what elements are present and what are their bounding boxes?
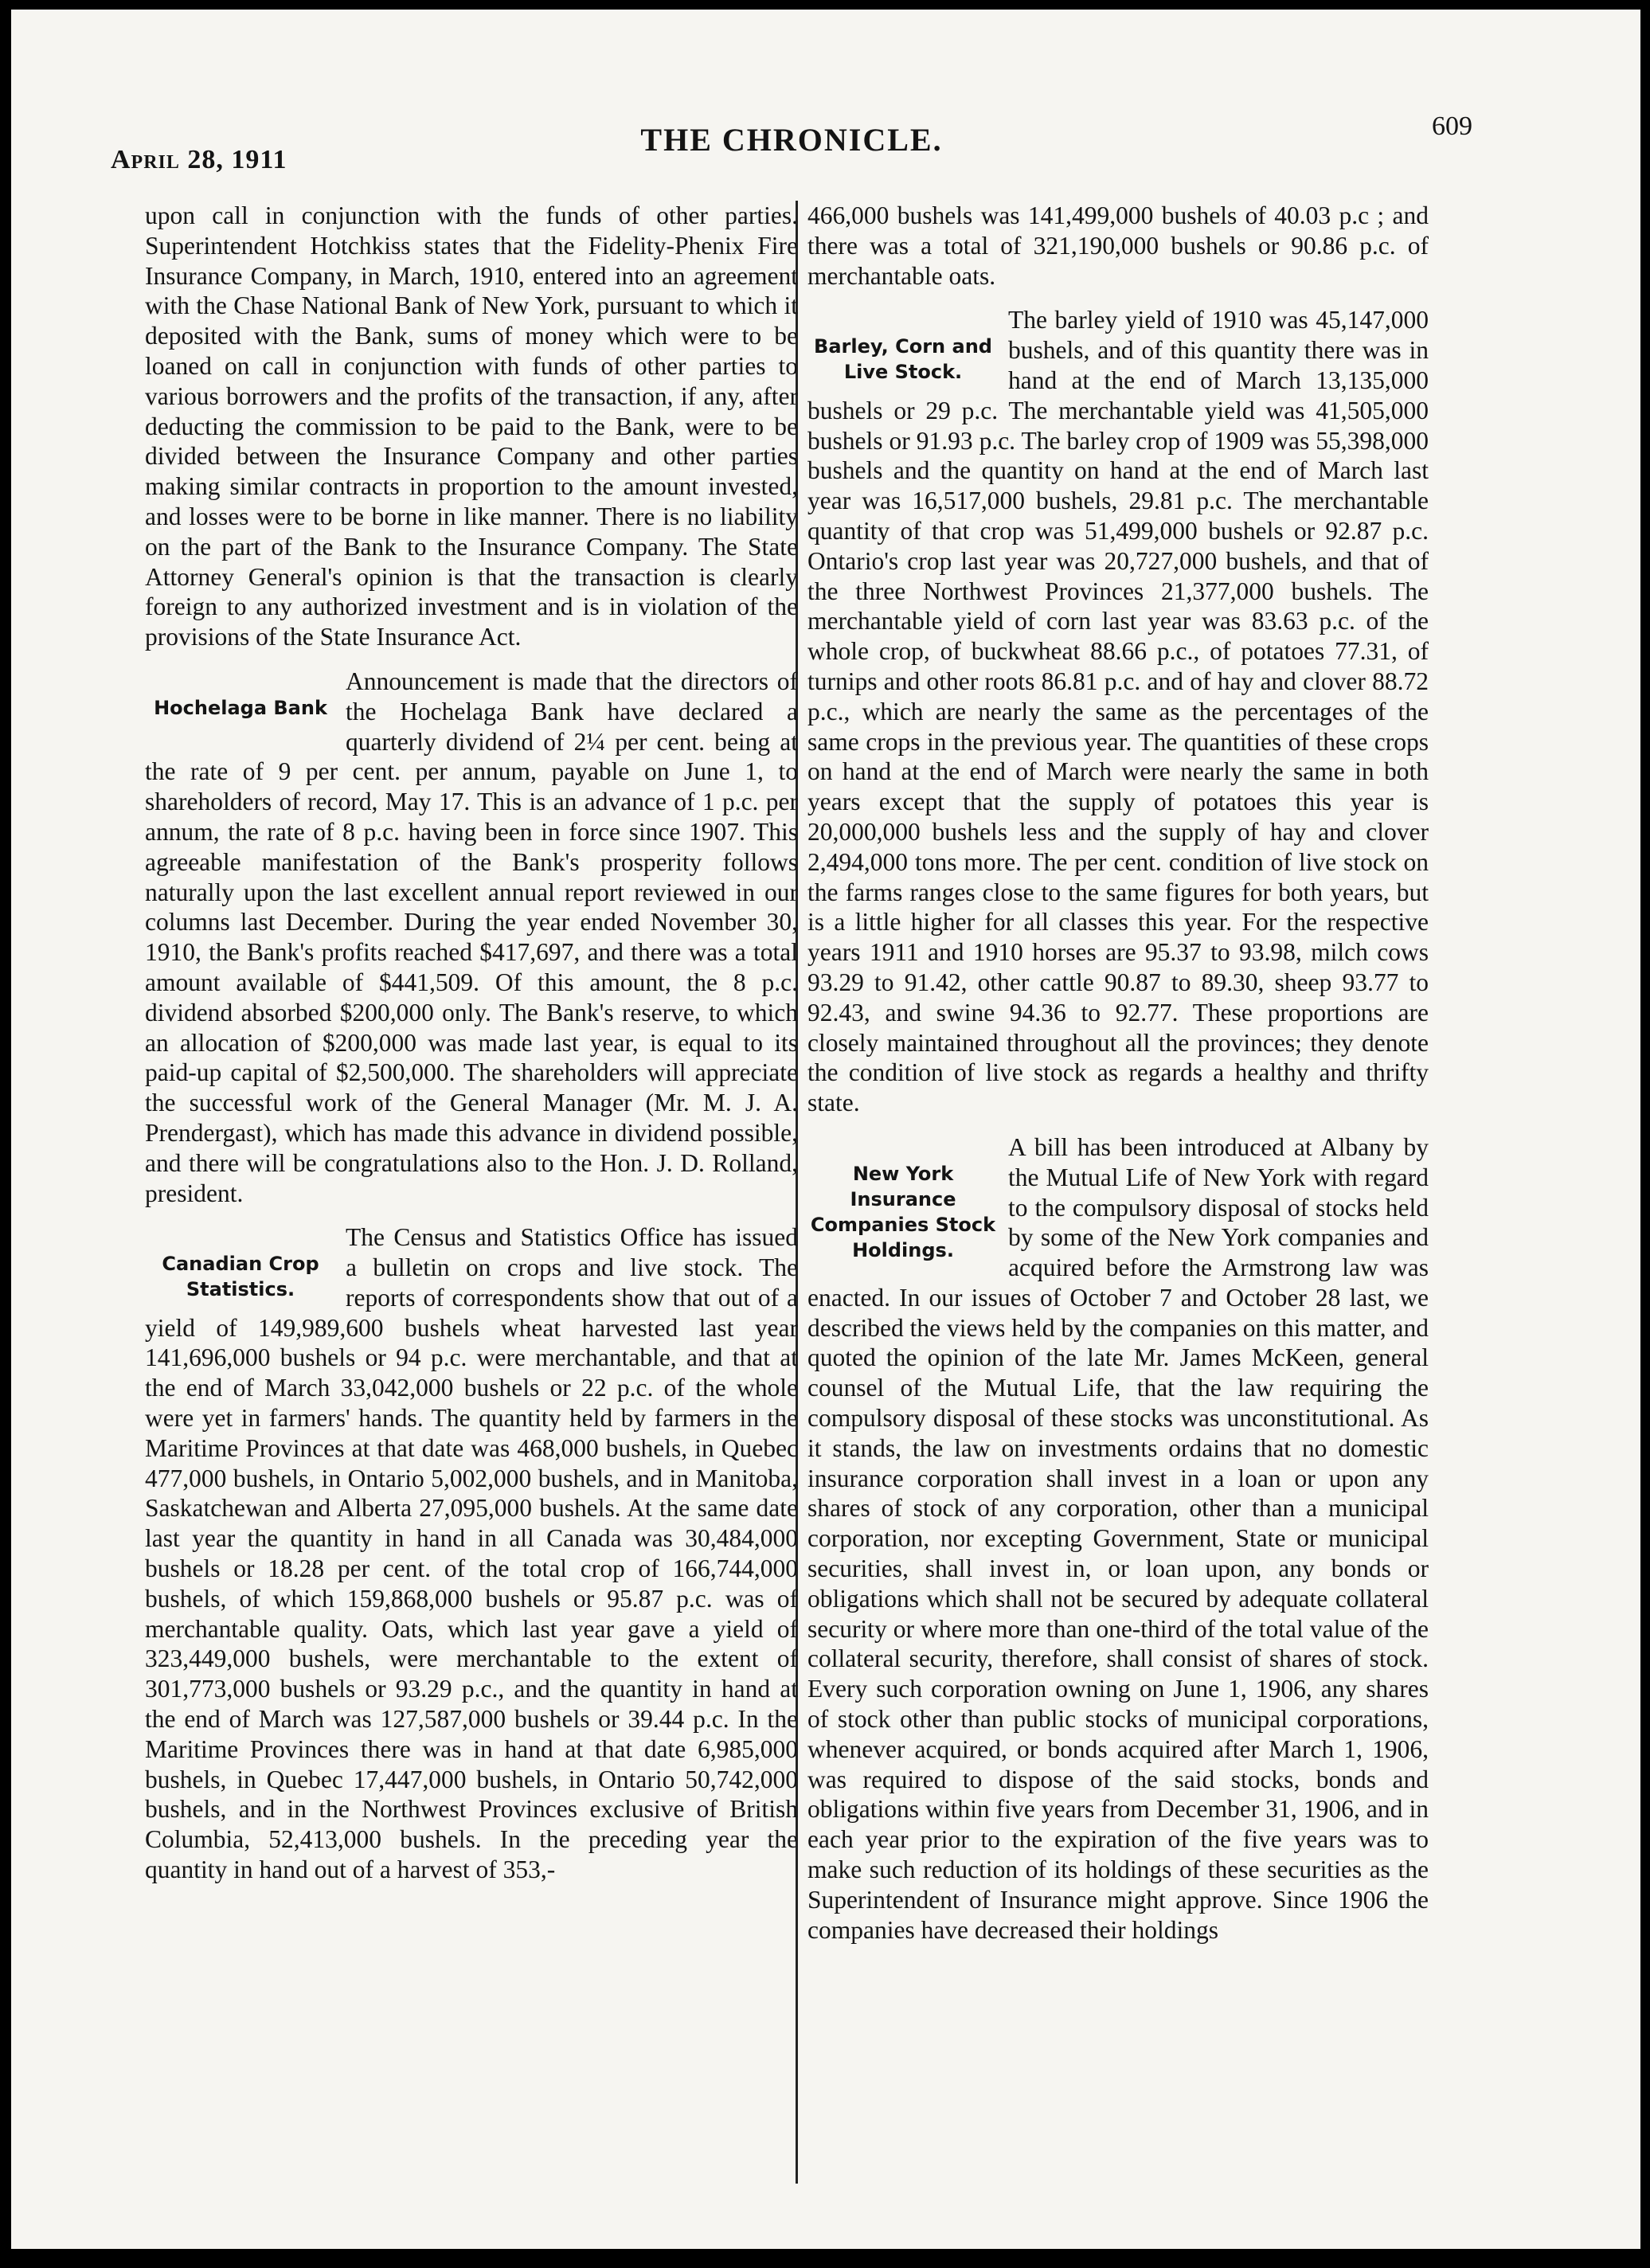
- page-number: 609: [1432, 111, 1472, 141]
- barley-corn-article: [807, 305, 1429, 1118]
- side-heading: Canadian Crop Statistics.: [162, 1253, 319, 1301]
- newspaper-page: [11, 10, 1640, 2249]
- canadian-crop-article: [145, 1222, 798, 1885]
- article-body: The Census and Statistics Office has issued a bulletin on crops and live stock. The reports of correspondents show that out of a yield of 149,989,600 bushels wheat harvested last year 141,696,000 bushels or 94 p.c. were merchantable, and that at the end of March 33,042,000 bushels or 22 p.c. of the whole were yet in farmers' hands. The quantity held by farmers in the Maritime Provinces at that date was 468,000 bushels, in Quebec 477,000 bushels, in Ontario 5,002,000 bushels, and in Manitoba, Saskatchewan and Alberta 27,095,000 bushels. At the same date last year the quantity in hand in all Canada was 30,484,000 bushels or 18.28 per cent. of the total crop of 166,744,000 bushels, of which 159,868,000 bushels or 95.87 p.c. was of merchantable quality. Oats, which last year gave a yield of 323,449,000 bushels, were merchantable to the extent of 301,773,000 bushels or 93.29 p.c., and the quantity in hand at the end of March was 127,587,000 bushels or 39.44 p.c. In the Maritime Provinces there was in hand at that date 6,985,000 bushels, in Quebec 17,447,000 bushels, in Ontario 50,742,000 bushels, and in the Northwest Provinces exclusive of British Columbia, 52,413,000 bushels. In the preceding year the quantity in hand out of a harvest of 353,-: [145, 1223, 798, 1884]
- issue-date: April 28, 1911: [111, 145, 287, 174]
- hochelaga-bank-article: [145, 667, 798, 1208]
- article-body: Announcement is made that the directors of the Hochelaga Bank have declared a quarterly dividend of 2¼ per cent. being at the rate of 9 per cent. per annum, payable on June 1, to shareholders of record, May 17. This is an advance of 1 p.c. per annum, the rate of 8 p.c. having been in force since 1907. This agreeable manifestation of the Bank's prosperity follows naturally upon the last excellent annual report reviewed in our columns last December. During the year ended November 30, 1910, the Bank's profits reached $417,697, and there was a total amount available of $441,509. Of this amount, the 8 p.c. dividend absorbed $200,000 only. The Bank's reserve, to which an allocation of $200,000 was made last year, is equal to its paid-up capital of $2,500,000. The shareholders will appreciate the successful work of the General Manager (Mr. M. J. A. Prendergast), which has made this advance in dividend possible, and there will be congratulations also to the Hon. J. D. Rolland, president.: [145, 667, 798, 1207]
- continued-paragraph: upon call in conjunction with the funds of other parties. Superintendent Hotchkiss states that the Fidelity-Phenix Fire Insurance Company, in March, 1910, entered into an agreement with the Chase National Bank of New York, pursuant to which it deposited with the Bank, sums of money which were to be loaned on call in conjunction with funds of other parties to various borrowers and the profits of the transaction, if any, after deducting the commission to be paid to the Bank, were to be divided between the Insurance Company and other parties making similar contracts in proportion to the amount invested, and losses were to be borne in like manner. There is no liability on the part of the Bank to the Insurance Company. The State Attorney General's opinion is that the transaction is clearly foreign to any authorized investment and is in violation of the provisions of the State Insurance Act.: [145, 201, 798, 651]
- left-column: [145, 201, 798, 1885]
- ny-insurance-article: [807, 1132, 1429, 1945]
- publication-title: THE CHRONICLE.: [640, 122, 943, 158]
- side-heading: New York Insurance Companies Stock Holdings.: [810, 1162, 996, 1261]
- article-body: A bill has been introduced at Albany by the Mutual Life of New York with regard to the compulsory disposal of stocks held by some of the New York companies and acquired before the Armstrong law was enacted. In our issues of October 7 and October 28 last, we described the views held by the companies on this matter, and quoted the opinion of the late Mr. James McKeen, general counsel of the Mutual Life, that the law requiring the compulsory disposal of these stocks was unconstitutional. As it stands, the law on investments ordains that no domestic insurance corporation shall invest in a loan or upon any shares of stock of any corporation, other than a municipal corporation, nor excepting Government, State or municipal securities, shall invest in, or loan upon, any bonds or obligations which shall not be secured by adequate collateral security or where more than one-third of the total value of the collateral security, therefore, shall consist of shares of stock. Every such corporation owning on June 1, 1906, any shares of stock other than public stocks of municipal corporations, whenever acquired, or bonds acquired after March 1, 1906, was required to dispose of the said stocks, bonds and obligations within five years from December 31, 1906, and in each year prior to the expiration of the five years was to make such reduction of its holdings of these securities as the Superintendent of Insurance might approve. Since 1906 the companies have decreased their holdings: [807, 1132, 1429, 1944]
- continued-paragraph: 466,000 bushels was 141,499,000 bushels of 40.03 p.c ; and there was a total of 321,190,000 bushels or 90.86 p.c. of merchantable oats.: [807, 201, 1429, 290]
- side-heading: Barley, Corn and Live Stock.: [814, 335, 992, 384]
- side-heading: Hochelaga Bank: [154, 696, 327, 719]
- page-header: [111, 111, 1472, 185]
- right-column: [807, 201, 1429, 1945]
- article-body: The barley yield of 1910 was 45,147,000 bushels, and of this quantity there was in hand at the end of March 13,135,000 bushels or 29 p.c. The merchantable yield was 41,505,000 bushels or 91.93 p.c. The barley crop of 1909 was 55,398,000 bushels and the quantity on hand at the end of March last year was 16,517,000 bushels, 29.81 p.c. The merchantable quantity of that crop was 51,499,000 bushels or 92.87 p.c. Ontario's crop last year was 20,727,000 bushels, and that of the three Northwest Provinces 21,377,000 bushels. The merchantable yield of corn last year was 83.63 p.c. of the whole crop, of buckwheat 88.66 p.c., of potatoes 77.31, of turnips and other roots 86.81 p.c. and of hay and clover 88.72 p.c., which are nearly the same as the percentages of the same crops in the previous year. The quantities of these crops on hand at the end of March were nearly the same in both years except that the supply of potatoes this year is 20,000,000 bushels less and the supply of hay and clover 2,494,000 tons more. The per cent. condition of live stock on the farms ranges close to the same figures for both years, but is a little higher for all classes this year. For the respective years 1911 and 1910 horses are 95.37 to 93.98, milch cows 93.29 to 91.42, other cattle 90.87 to 89.30, sheep 93.77 to 92.43, and swine 94.36 to 92.77. These proportions are closely maintained throughout all the provinces; they denote the condition of live stock as regards a healthy and thrifty state.: [807, 306, 1429, 1117]
